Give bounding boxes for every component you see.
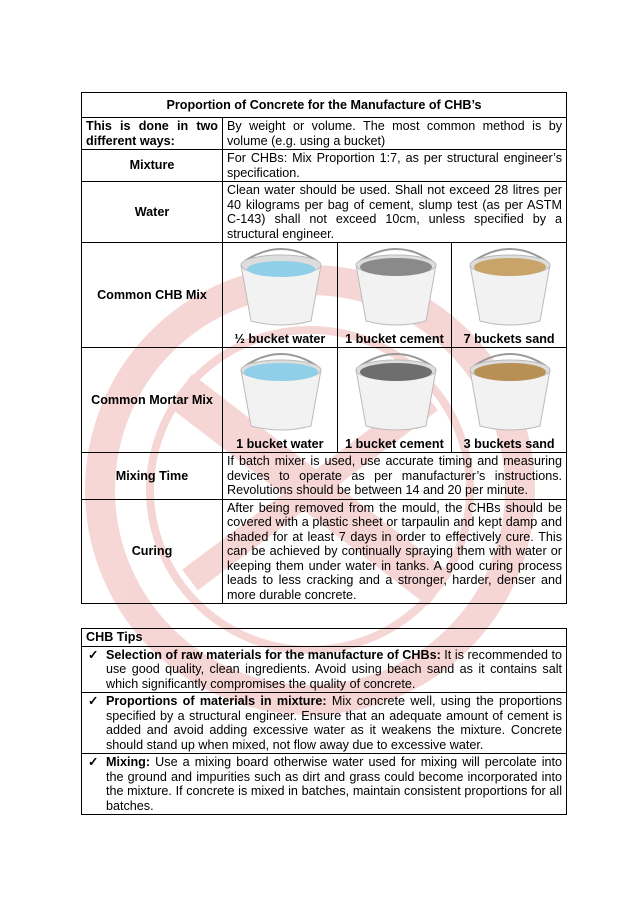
water-bucket-icon xyxy=(231,352,331,434)
concrete-proportion-table xyxy=(81,92,567,604)
tip-item xyxy=(82,754,567,815)
sand-cell xyxy=(452,348,567,453)
caption-cement: 1 bucket cement xyxy=(345,436,444,451)
row-desc: For CHBs: Mix Proportion 1:7, as per structural engineer’s specification. xyxy=(223,150,567,182)
table-row xyxy=(82,499,567,604)
sand-bucket-icon xyxy=(460,247,560,329)
tip-title: Selection of raw materials for the manufacture of CHBs: xyxy=(106,647,441,662)
sand-bucket-icon xyxy=(460,352,560,434)
cement-bucket-icon xyxy=(346,247,446,329)
caption-sand: 7 buckets sand xyxy=(463,331,555,346)
table-row-chb-mix xyxy=(82,243,567,348)
table-row xyxy=(82,453,567,500)
row-desc: If batch mixer is used, use accurate timing and measuring devices to operate as per manufacturer’s instructions. Revolutions should be between 14 and 20 per minute. xyxy=(223,453,567,500)
table-row xyxy=(82,182,567,243)
caption-cement: 1 bucket cement xyxy=(345,331,444,346)
caption-water: ½ bucket water xyxy=(234,331,326,346)
checkmark-icon: ✓ xyxy=(88,647,99,662)
row-label: Mixture xyxy=(82,150,223,182)
table-title: Proportion of Concrete for the Manufacture of CHB’s xyxy=(82,93,567,118)
row-desc: Clean water should be used. Shall not exceed 28 litres per 40 kilograms per bag of cement, slump test (as per ASTM C-143) shall not exceed 10cm, unless specified by a structural engineer. xyxy=(223,182,567,243)
sand-cell xyxy=(452,243,567,348)
caption-water: 1 bucket water xyxy=(236,436,324,451)
checkmark-icon: ✓ xyxy=(88,755,99,769)
row-label: Water xyxy=(82,182,223,243)
table-row-mortar-mix xyxy=(82,348,567,453)
tip-text: It is recommended to use good quality, clean ingredients. Avoid using beach sand as it contains salt which significantly compromises the quality of concrete. xyxy=(106,647,562,691)
tip-item xyxy=(82,646,567,693)
row-label: Curing xyxy=(82,499,223,604)
row-label: Common Mortar Mix xyxy=(82,348,223,453)
table-row xyxy=(82,118,567,150)
row-label: Common CHB Mix xyxy=(82,243,223,348)
tips-header: CHB Tips xyxy=(82,629,567,647)
chb-tips-table xyxy=(81,628,567,815)
table-row xyxy=(82,150,567,182)
tip-title: Mixing: xyxy=(106,755,151,769)
tip-item xyxy=(82,693,567,754)
water-cell xyxy=(223,243,338,348)
caption-sand: 3 buckets sand xyxy=(463,436,555,451)
row-label: This is done in two different ways: xyxy=(82,118,223,150)
checkmark-icon: ✓ xyxy=(88,694,99,708)
row-desc: After being removed from the mould, the CHBs should be covered with a plastic sheet or tarpaulin and kept damp and shaded for at least 7 days in order to effectively cure. This can be achieved by continually spraying them with water or keeping them under water in tanks. A good curing process leads to less cracking and a stronger, harder, denser and more durable concrete. xyxy=(223,499,567,604)
cement-cell xyxy=(337,243,452,348)
cement-cell xyxy=(337,348,452,453)
row-desc: By weight or volume. The most common method is by volume (e.g. using a bucket) xyxy=(223,118,567,150)
cement-bucket-icon xyxy=(346,352,446,434)
tip-title: Proportions of materials in mixture: xyxy=(106,694,327,708)
tip-text: Mix concrete well, using the proportions specified by a structural engineer. Ensure that an adequate amount of cement is added and avoid adding excessive water as it weakens the mixture. Concrete should stand up when mixed, not flow away due to excessive water. xyxy=(106,694,562,752)
tip-text: Use a mixing board otherwise water used for mixing will percolate into the ground and impurities such as dirt and grass could become incorporated into the mixture. If concrete is mixed in batches, maintain consistent proportions for all batches. xyxy=(106,755,562,813)
water-cell xyxy=(223,348,338,453)
water-bucket-icon xyxy=(231,247,331,329)
row-label: Mixing Time xyxy=(82,453,223,500)
